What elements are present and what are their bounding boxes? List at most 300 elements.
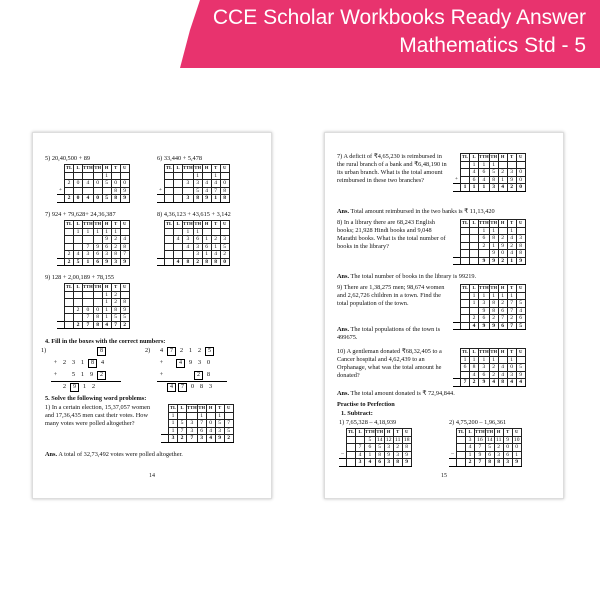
digit-cell: 8 (489, 176, 498, 184)
operator-cell (453, 364, 461, 372)
place-value-header: TH (490, 285, 498, 290)
place-value-header: TH (490, 349, 498, 354)
digit-cell (102, 187, 111, 195)
ans-label: Ans. (337, 326, 350, 333)
digit-cell (74, 187, 83, 195)
digit-cell: 0 (206, 420, 215, 428)
operator-cell (57, 165, 65, 173)
column-header-row (57, 165, 129, 173)
digit-cell (202, 172, 211, 180)
digit-cell: 4 (211, 251, 220, 259)
fill-box-sum-2 (157, 347, 247, 397)
digit-cell: 3 (193, 180, 202, 188)
digit-cell: 8 (120, 299, 129, 307)
answer-box: 2 (97, 371, 106, 380)
q7-label: 7) 924 + 79,628+ 24,36,387 (45, 211, 116, 218)
result-digit-cell (461, 322, 470, 330)
q8-table (157, 220, 230, 266)
place-value-header: U (516, 285, 525, 293)
result-digit-cell: 6 (375, 459, 384, 467)
result-digit-cell: 1 (211, 195, 220, 203)
place-value-header: TTH (83, 284, 93, 289)
column-header-row (339, 429, 411, 437)
answer-box: 8 (88, 359, 97, 368)
digit-cell (498, 356, 507, 364)
operator-cell (161, 405, 169, 413)
place-value-header: T (507, 220, 516, 228)
digit-cell (516, 227, 525, 235)
answer-box: 7 (167, 347, 176, 356)
digit-cell: 14 (376, 436, 383, 443)
answer-text: A total of 32,73,492 votes were polled altogether. (58, 451, 183, 458)
place-value-header: TH (94, 165, 102, 170)
operator-cell: + (58, 187, 63, 194)
digit-cell: 1 (489, 292, 498, 300)
operator-cell (339, 444, 347, 452)
digit-cell: 1 (470, 161, 479, 169)
place-value-header: TTH (479, 349, 489, 354)
operator-cell (157, 221, 165, 229)
digit-cell: 6 (461, 364, 470, 372)
place-value-header: H (102, 284, 111, 292)
digit-cell: 11 (395, 436, 401, 443)
digit-cell: 1 (479, 292, 490, 300)
digit-cell: 1 (215, 412, 224, 420)
digit-row (161, 412, 233, 420)
place-value-header: H (498, 349, 507, 357)
digit-cell (461, 250, 470, 258)
digit-row (339, 436, 411, 444)
digit-cell (120, 228, 129, 236)
digit-cell: 9 (93, 243, 102, 251)
digit-cell: 11 (496, 436, 502, 443)
result-row (57, 321, 129, 329)
digit-cell: 3 (220, 236, 229, 244)
result-digit-cell: 7 (187, 435, 198, 443)
digit-cell: 2 (111, 291, 120, 299)
digit-cell: 3 (193, 251, 202, 259)
q6-label: 6) 33,440 + 5,478 (157, 155, 203, 162)
digit-cell: 8 (516, 242, 525, 250)
digit: 2 (62, 359, 67, 366)
result-row (453, 257, 525, 265)
result-digit-cell: 9 (215, 435, 224, 443)
digit-cell: 9 (479, 307, 490, 315)
operator-cell (157, 172, 165, 180)
place-value-header: L (74, 284, 83, 292)
place-value-header: TH (94, 221, 102, 226)
digit-cell (183, 172, 194, 180)
place-value-header: L (466, 429, 475, 437)
digit-cell: 1 (479, 161, 490, 169)
result-digit-cell: 4 (507, 379, 516, 387)
digit-cell: 3 (102, 251, 111, 259)
digit-cell: 4 (516, 307, 525, 315)
digit-cell: 3 (393, 451, 402, 459)
place-value-header: TL (461, 285, 469, 290)
digit-row (57, 180, 129, 188)
digit-cell: 0 (516, 169, 525, 177)
digit-cell: 16 (475, 436, 486, 444)
place-value-header: TTH (479, 154, 489, 159)
digit-cell: 3 (507, 169, 516, 177)
place-value-header: TH (490, 220, 498, 225)
result-digit-cell: 3 (356, 459, 365, 467)
column-header-row (57, 221, 129, 229)
digit-cell: 1 (479, 227, 490, 235)
q8-table (453, 219, 526, 265)
operator-cell (161, 435, 169, 443)
digit-cell: 9 (475, 451, 486, 459)
place-value-header: U (224, 405, 233, 413)
digit: 5 (71, 371, 76, 378)
result-digit-cell: 3 (197, 435, 206, 443)
digit-cell: 8 (489, 235, 498, 243)
result-digit-cell: 8 (183, 258, 194, 266)
result-digit-cell: 8 (393, 459, 402, 467)
column-header-row (449, 429, 521, 437)
digit: 8 (199, 383, 204, 390)
digit: 0 (190, 383, 195, 390)
digit-cell: 4 (498, 371, 507, 379)
digit-cell (461, 176, 470, 184)
digit-cell: 2 (393, 444, 402, 452)
place-value-header: T (507, 154, 516, 162)
digit-row (57, 236, 129, 244)
digit-cell: 4 (507, 250, 516, 258)
place-value-header: H (202, 221, 211, 229)
digit-cell: 5 (178, 420, 187, 428)
result-digit-cell: 1 (83, 258, 94, 266)
result-digit-cell: 7 (83, 321, 94, 329)
digit-cell: 1 (489, 227, 498, 235)
result-digit-cell: 2 (507, 184, 516, 192)
result-digit-cell: 9 (402, 459, 411, 467)
digit-cell: 7 (120, 251, 129, 259)
operator-cell (161, 420, 169, 428)
result-digit-cell: 9 (202, 195, 211, 203)
digit-cell (74, 236, 83, 244)
digit-cell: 7 (211, 187, 220, 195)
digit-cell (65, 228, 74, 236)
digit-cell (65, 172, 74, 180)
digit-cell: 0 (507, 364, 516, 372)
digit-cell: 1 (507, 292, 516, 300)
digit-cell (120, 172, 129, 180)
operator-cell (157, 180, 165, 188)
operator-cell (453, 292, 461, 300)
digit-cell: 5 (111, 314, 120, 322)
result-digit-cell: 4 (498, 184, 507, 192)
result-digit-cell: 9 (516, 257, 525, 265)
digit-row (157, 172, 229, 180)
digit-cell: 6 (479, 169, 490, 177)
place-value-header: L (74, 221, 83, 229)
operator-cell (453, 322, 461, 330)
digit-cell: 1 (102, 228, 111, 236)
digit-cell: 2 (65, 251, 74, 259)
result-digit-cell: 1 (470, 184, 479, 192)
result-digit-cell: 7 (461, 379, 470, 387)
result-digit-cell: 4 (83, 195, 94, 203)
left-workbook-page (32, 132, 272, 499)
operator-cell (57, 251, 65, 259)
operator-cell (157, 251, 165, 259)
digit-row (453, 250, 525, 258)
result-digit-cell: 2 (470, 379, 479, 387)
digit-cell (461, 242, 470, 250)
answer-box: 2 (194, 371, 203, 380)
place-value-header: U (516, 154, 525, 162)
result-digit-cell: 2 (498, 257, 507, 265)
digit-cell (183, 187, 194, 195)
operator-cell (57, 291, 65, 299)
digit-cell: 10 (513, 436, 520, 443)
digit-cell (83, 291, 94, 299)
operator-cell (57, 195, 65, 203)
digit-cell: 7 (507, 300, 516, 308)
digit-cell: 6 (193, 236, 202, 244)
digit-row (339, 444, 411, 452)
result-digit-cell (165, 195, 174, 203)
digit-cell: 1 (507, 227, 516, 235)
digit-cell: 1 (211, 172, 220, 180)
digit-cell (165, 228, 174, 236)
digit-row (453, 161, 525, 169)
digit-cell: 7 (83, 243, 94, 251)
digit: 9 (89, 371, 94, 378)
digit-cell (202, 228, 211, 236)
result-digit-cell: 3 (384, 459, 393, 467)
place-value-header: U (402, 429, 411, 437)
digit-cell: 8 (120, 243, 129, 251)
digit-cell: 8 (220, 187, 229, 195)
digit-cell: 5 (485, 444, 494, 452)
ans-label: Ans. (337, 390, 350, 397)
operator-cell (157, 258, 165, 266)
fill1-label: 1) (41, 347, 47, 354)
column-header-row (157, 165, 229, 173)
digit-cell: 4 (183, 243, 194, 251)
digit-cell: 1 (466, 451, 475, 459)
digit-cell: 0 (503, 444, 512, 452)
digit-cell: 9 (120, 306, 129, 314)
digit-cell: 0 (120, 180, 129, 188)
place-value-header: TTH (183, 165, 193, 170)
result-digit-cell: 5 (102, 195, 111, 203)
digit-cell: 3 (384, 444, 393, 452)
digit-cell: 1 (74, 228, 83, 236)
ans-label: Ans. (337, 273, 350, 280)
result-digit-cell: 3 (169, 435, 178, 443)
digit-cell: 1 (470, 292, 479, 300)
digit-cell: 1 (489, 161, 498, 169)
digit-row (161, 427, 233, 435)
answer-text: The total number of books in the library is 99219. (350, 273, 477, 280)
digit-cell: 8 (402, 444, 411, 452)
digit-cell: 1 (470, 356, 479, 364)
digit-cell: 2 (111, 299, 120, 307)
place-value-header: H (202, 165, 211, 173)
digit-row (57, 172, 129, 180)
digit-cell: 9 (503, 436, 512, 444)
digit-cell: 1 (183, 228, 194, 236)
digit-row (339, 451, 411, 459)
digit-cell (83, 299, 94, 307)
digit-cell: 4 (356, 451, 365, 459)
result-digit-cell: 3 (111, 258, 120, 266)
digit-cell: 6 (479, 235, 490, 243)
digit-cell: 7 (83, 314, 94, 322)
result-digit-cell: 3 (503, 459, 512, 467)
operator-cell (57, 321, 65, 329)
q7-text: 7) A deficit of ₹4,65,230 is reimbursed in the rural branch of a bank and ₹6,48,190 in its urban branch. What is the total amount reimbursed in these two branches? (337, 153, 447, 184)
digit-row (157, 243, 229, 251)
digit: 0 (206, 359, 211, 366)
digit-cell (93, 172, 102, 180)
digit-cell: 2 (111, 243, 120, 251)
column-header-row (453, 154, 525, 162)
digit-cell: 4 (479, 176, 490, 184)
digit-cell: 7 (197, 420, 206, 428)
digit-cell: 1 (197, 412, 206, 420)
result-digit-cell: 4 (102, 321, 111, 329)
digit-cell: 0 (74, 180, 83, 188)
place-value-header: H (494, 429, 503, 437)
digit-cell: 9 (102, 236, 111, 244)
result-digit-cell: 5 (74, 258, 83, 266)
digit-row (57, 251, 129, 259)
result-digit-cell: 3 (489, 184, 498, 192)
place-value-header: H (102, 165, 111, 173)
result-digit-cell: 2 (120, 321, 129, 329)
place-value-header: TH (376, 429, 384, 434)
digit-cell: 5 (365, 436, 376, 444)
digit: 1 (82, 383, 87, 390)
digit-cell (516, 356, 525, 364)
digit-cell: 4 (202, 180, 211, 188)
digit-cell (461, 307, 470, 315)
digit-row (453, 292, 525, 300)
place-value-header: T (507, 349, 516, 357)
digit-cell: 2 (489, 364, 498, 372)
digit-cell (183, 251, 194, 259)
s2-label: 2) 4,75,200 – 1,96,361 (449, 419, 507, 426)
digit-cell: 8 (111, 251, 120, 259)
result-digit-cell: 6 (93, 258, 102, 266)
digit-cell (83, 236, 94, 244)
digit-cell: 1 (83, 228, 94, 236)
digit-cell (178, 412, 187, 420)
place-value-header: TH (194, 221, 202, 226)
operator-cell (453, 285, 461, 293)
place-value-header: L (470, 349, 479, 357)
result-row (157, 258, 229, 266)
place-value-header: H (498, 154, 507, 162)
digit: 4 (159, 347, 164, 354)
digit-row (157, 251, 229, 259)
operator-cell (339, 459, 347, 467)
digit-cell: 4 (507, 235, 516, 243)
digit-cell: 5 (215, 420, 224, 428)
digit: 8 (206, 371, 211, 378)
operator-cell (57, 180, 65, 188)
place-value-header: T (111, 284, 120, 292)
place-value-header: L (178, 405, 187, 413)
digit-cell: 2 (479, 242, 490, 250)
place-value-header: TL (457, 429, 465, 434)
ans-label: Ans. (45, 451, 58, 458)
result-digit-cell: 4 (206, 435, 215, 443)
operator-cell (449, 436, 457, 444)
digit-cell (516, 161, 525, 169)
result-digit-cell: 4 (470, 322, 479, 330)
result-digit-cell: 9 (102, 258, 111, 266)
place-value-header: TL (347, 429, 355, 434)
q5-table (57, 164, 130, 203)
result-digit-cell: 1 (479, 184, 490, 192)
digit: 2 (197, 347, 202, 354)
result-digit-cell: 2 (178, 435, 187, 443)
digit-cell: 9 (120, 187, 129, 195)
result-digit-cell: 2 (224, 435, 233, 443)
q7-table (57, 220, 130, 266)
digit-cell: 0 (93, 306, 102, 314)
place-value-header: T (215, 405, 224, 413)
digit-cell: 1 (365, 451, 376, 459)
digit-cell: 4 (466, 444, 475, 452)
place-value-header: U (120, 165, 129, 173)
digit-cell (206, 412, 215, 420)
place-value-header: TL (169, 405, 177, 410)
operator-cell (57, 243, 65, 251)
digit-cell (220, 228, 229, 236)
result-digit-cell: 0 (516, 184, 525, 192)
digit: 1 (80, 359, 85, 366)
digit-cell: 4 (120, 236, 129, 244)
place-value-header: TL (165, 165, 173, 170)
digit-cell (507, 161, 516, 169)
digit: 9 (188, 359, 193, 366)
place-value-header: H (206, 405, 215, 413)
digit: 3 (208, 383, 213, 390)
digit-cell: 5 (102, 180, 111, 188)
result-row (449, 459, 521, 467)
digit-cell: 2 (507, 315, 516, 323)
digit-cell: 4 (470, 371, 479, 379)
place-value-header: U (120, 221, 129, 229)
operator-cell (453, 242, 461, 250)
operator-cell (157, 195, 165, 203)
result-digit-cell: 8 (485, 459, 494, 467)
operator-cell: + (158, 187, 163, 194)
place-value-header: TL (461, 349, 469, 354)
place-value-header: TTH (475, 429, 485, 434)
digit-cell (83, 172, 94, 180)
digit-cell (165, 243, 174, 251)
digit-cell: 9 (516, 371, 525, 379)
digit-cell (470, 227, 479, 235)
place-value-header: TTH (187, 405, 197, 410)
operator-cell (453, 227, 461, 235)
result-digit-cell: 7 (507, 322, 516, 330)
q5-label: 5) 20,40,500 + 89 (45, 155, 91, 162)
digit-cell (65, 314, 74, 322)
operator-cell (453, 356, 461, 364)
place-value-header: TTH (479, 220, 489, 225)
digit-cell (174, 187, 183, 195)
result-digit-cell: 0 (93, 195, 102, 203)
